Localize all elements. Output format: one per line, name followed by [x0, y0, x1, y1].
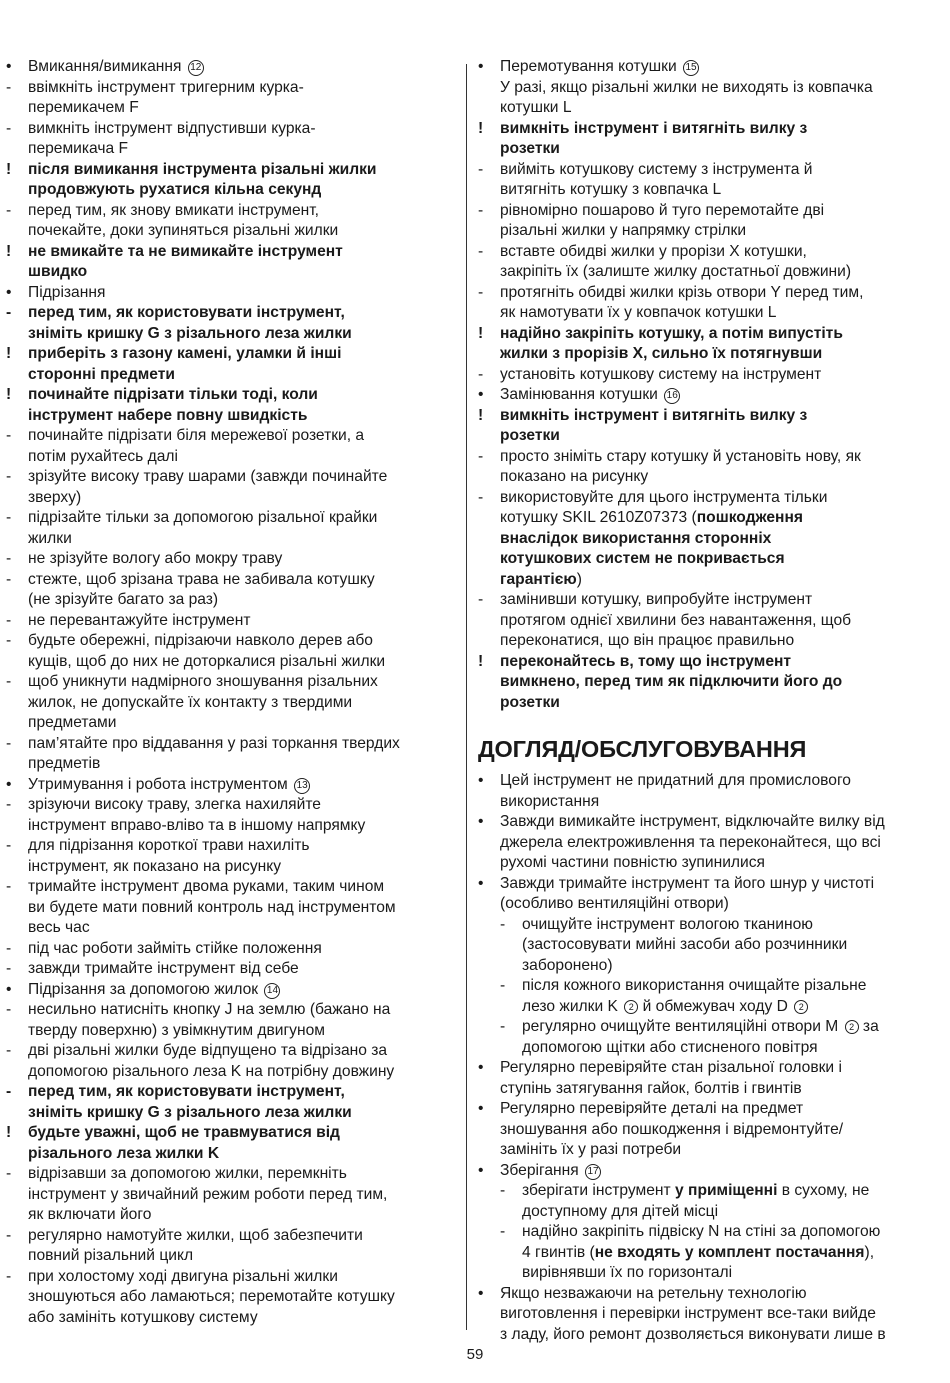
list-item: - вставте обидві жилки у прорізи X котушки, закріпіть їх (залиште жилку достатньої довжини): [478, 242, 852, 280]
list-item: - протягніть обидві жилки крізь отвори Y перед тим, як намотувати їх у ковпачок котушки L: [478, 283, 864, 321]
list-item: - будьте обережні, підрізаючи навколо дерев або кущів, щоб до них не доторкалися різальні жилки: [6, 632, 386, 670]
warning-item: ! починайте підрізати тільки тоді, коли інструмент набере повну швидкість: [6, 386, 318, 424]
list-item: - регулярно намотуйте жилки, щоб забезпечити повний різальний цикл: [6, 1226, 363, 1264]
warning-item: ! не вмикайте та не вимикайте інструмент швидко: [6, 242, 343, 280]
bullet-item: • Регулярно перевіряйте деталі на предмет зношування або пошкодження і відремонтуйте/ замініть їх у разі потреби: [478, 1100, 844, 1158]
list-item: - пам’ятайте про віддавання у разі торкання твердих предметів: [6, 734, 400, 772]
ref-12: 12: [188, 60, 204, 76]
warning-item: ! переконайтесь в, тому що інструмент вимкнено, перед тим як підключити його до розетки: [478, 652, 843, 711]
ref-17: 17: [585, 1164, 601, 1180]
list-item: - завжди тримайте інструмент від себе: [6, 960, 299, 977]
list-item: - надійно закріпіть підвіску N на стіні за допомогою 4 гвинтів (не входять у комплент постачання), вирівнявши їх по горизонталі: [500, 1223, 881, 1281]
list-item: - перед тим, як користовувати інструмент, зніміть кришку G з різального леза жилки: [6, 1083, 352, 1121]
list-item: - очищуйте інструмент вологою тканиною (застосовувати мийні засоби або розчинники заборонено): [500, 915, 848, 974]
bullet-item: • Завжди вимикайте інструмент, відключайте вилку від джерела електроживлення та переконайтеся, що всі рухомі частини повністю зупинилися: [478, 813, 885, 871]
warning-item: ! приберіть з газону камені, уламки й інші сторонні предмети: [6, 345, 342, 383]
list-item: - перед тим, як користовувати інструмент, зніміть кришку G з різального леза жилки: [6, 304, 352, 342]
list-item: - відрізавши за допомогою жилки, перемкніть інструмент у звичайний режим роботи перед тим, як включати його: [6, 1165, 388, 1223]
bullet-on-off: • Вмикання/вимикання 12: [6, 57, 460, 78]
list-item: - регулярно очищуйте вентиляційні отвори M 2 за допомогою щітки або стисненого повітря: [500, 1018, 879, 1056]
ref-15: 15: [683, 60, 699, 76]
list-item: - просто зніміть стару котушку й установіть нову, як показано на рисунку: [478, 447, 861, 485]
warning-item: ! вимкніть інструмент і витягніть вилку з розетки: [478, 119, 808, 157]
bullet-item: • Завжди тримайте інструмент та його шнур у чистоті (особливо вентиляційні отвори): [478, 874, 875, 912]
ref-16: 16: [664, 388, 680, 404]
ref-14: 14: [264, 983, 280, 999]
ref-2: 2: [624, 1000, 638, 1014]
list-item: - рівномірно пошарово й туго перемотайте дві різальні жилки у напрямку стрілки: [478, 201, 825, 239]
bullet-replace-spool: • Замінювання котушки 16: [478, 385, 926, 406]
list-item: - дві різальні жилки буде відпущено та відрізано за допомогою різального леза K на потрібну довжину: [6, 1042, 395, 1080]
list-item: - зберігати інструмент у приміщенні в сухому, не доступному для дітей місці: [500, 1182, 870, 1220]
bullet-item: • Цей інструмент не придатний для промислового використання: [478, 772, 851, 810]
list-item: - вийміть котушкову систему з інструмента й витягніть котушку з ковпачка L: [478, 160, 813, 198]
list-item: - при холостому ході двигуна різальні жилки зношуються або ламаються; перемотайте котушку або замініть котушкову систему: [6, 1267, 395, 1326]
warning-item: ! надійно закріпіть котушку, а потім випустіть жилки з прорізів X, сильно їх потягнувши: [478, 324, 843, 362]
list-item: - вимкніть інструмент відпустивши курка- перемикача F: [6, 119, 316, 157]
list-item: - підрізайте тільки за допомогою різальної крайки жилки: [6, 509, 378, 547]
list-item: - під час роботи займіть стійке положення: [6, 939, 322, 957]
list-item: - використовуйте для цього інструмента тільки котушку SKIL 2610Z07373 (пошкодження внаслідок використання сторонніх котушкових систем не покривається гарантією): [478, 488, 828, 588]
list-item: - починайте підрізати біля мережевої розетки, а потім рухайтесь далі: [6, 427, 365, 465]
list-item: - замінивши котушку, випробуйте інструмент протягом однієї хвилини без навантаження, щоб переконатися, що він працює правильно: [478, 591, 852, 649]
left-column: [6, 57, 460, 1328]
bullet-storage: • Зберігання 17: [478, 1161, 926, 1182]
warning-item: ! після вимикання інструмента різальні жилки продовжують рухатися кільна секунд: [6, 160, 377, 198]
ref-2: 2: [794, 1000, 808, 1014]
list-item: - щоб уникнути надмірного зношування різальних жилок, не допускайте їх контакту з твердими предметами: [6, 673, 378, 731]
warning-item: ! будьте уважні, щоб не травмуватися від різального леза жилки K: [6, 1124, 340, 1162]
list-item: - для підрізання короткої трави нахиліть інструмент, як показано на рисунку: [6, 837, 310, 875]
bullet-item: • Якщо незважаючи на ретельну технологію виготовлення і перевірки інструмент все-таки вийде з ладу, його ремонт дозволяється виконувати лише в: [478, 1284, 886, 1343]
list-item: - перед тим, як знову вмикати інструмент, почекайте, доки зупиняться різальні жилки: [6, 201, 339, 239]
list-item: - не перевантажуйте інструмент: [6, 611, 251, 629]
list-item: - ввімкніть інструмент тригерним курка- перемикачем F: [6, 78, 304, 116]
list-item: - не зрізуйте вологу або мокру траву: [6, 550, 283, 567]
list-item: - стежте, щоб зрізана трава не забивала котушку (не зрізуйте багато за раз): [6, 570, 375, 608]
ref-2: 2: [845, 1020, 859, 1034]
warning-item: ! вимкніть інструмент і витягніть вилку з розетки: [478, 406, 808, 444]
bullet-item: • Регулярно перевіряйте стан різальної головки і ступінь затягування гайок, болтів і гвинтів: [478, 1059, 842, 1097]
column-divider: [466, 64, 467, 1330]
list-item: - несильно натисніть кнопку J на землю (бажано на тверду поверхню) з увімкнутим двигуном: [6, 1001, 391, 1039]
bullet-line-trimming: • Підрізання за допомогою жилок 14: [6, 980, 460, 1001]
list-item: - після кожного використання очищайте різальне лезо жилки K 2 й обмежувач ходу D 2: [500, 977, 867, 1015]
bullet-holding: • Утримування і робота інструментом 13: [6, 775, 460, 796]
section-heading: ДОГЛЯД/ОБСЛУГОВУВАННЯ: [478, 736, 807, 762]
ref-13: 13: [294, 778, 310, 794]
page-number: 59: [466, 1346, 484, 1363]
list-item: - зрізуючи високу траву, злегка нахиляйте інструмент вправо-вліво та в іншому напрямку: [6, 796, 366, 834]
list-item: - тримайте інструмент двома руками, таким чином ви будете мати повний контроль над інструментом весь час: [6, 878, 396, 936]
bullet-rewind-spool: • Перемотування котушки 15 У разі, якщо різальні жилки не виходять із ковпачка котушки L: [478, 58, 873, 116]
list-item: - зрізуйте високу траву шарами (завжди починайте зверху): [6, 468, 388, 506]
right-column: [478, 57, 926, 1345]
bullet-trimming: • Підрізання: [6, 283, 106, 301]
list-item: - установіть котушкову систему на інструмент: [478, 365, 822, 383]
